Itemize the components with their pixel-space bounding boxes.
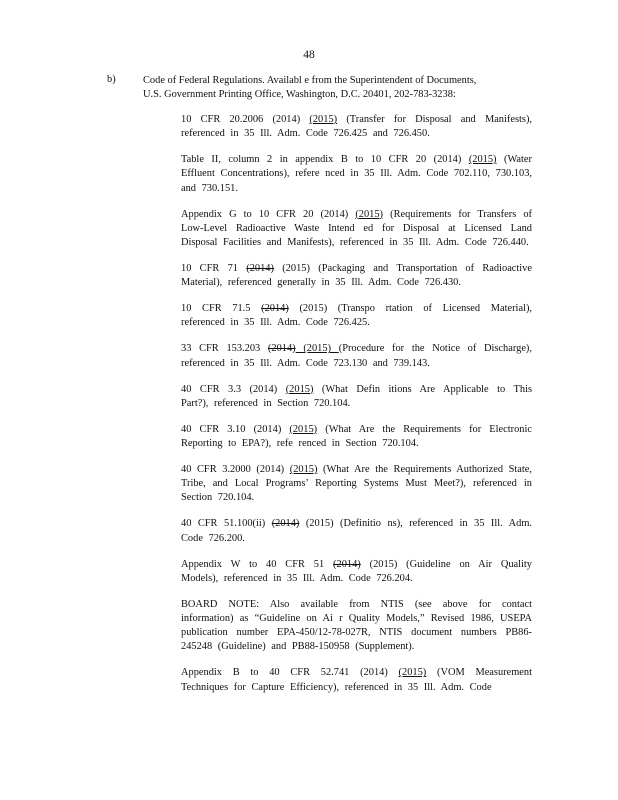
page-number: 48 xyxy=(303,49,315,61)
citation-entry: Appendix B to 40 CFR 52.741 (2014) (2015) (VOM Measurement Techniques for Capture Efficiency), referenced in 35 Ill. Adm. Code xyxy=(181,667,533,693)
added-text: (2015) xyxy=(289,423,318,435)
deleted-text: (2014) xyxy=(333,558,361,570)
citation-entry: 33 CFR 153.203 (2014) (2015) (Procedure for the Notice of Discharge), referenced in 35 Ill. Adm. Code 723.130 and 739.143. xyxy=(181,343,532,369)
section-intro xyxy=(143,74,528,102)
deleted-text: (2014) xyxy=(246,263,274,275)
deleted-text: (2014) xyxy=(271,518,300,530)
citation-entry: 10 CFR 20.2006 (2014) (2015) (Transfer for Disposal and Manifests), referenced in 35 Ill. Adm. Code 726.425 and 726.450. xyxy=(181,114,532,140)
added-text: (2015) xyxy=(355,208,384,220)
citation-list xyxy=(181,113,532,707)
citation-entry: Table II, column 2 in appendix B to 10 CFR 20 (2014) (2015) (Water Effluent Concentrations), refere nced in 35 Ill. Adm. Code 702.110, 730.103, and 730.151. xyxy=(181,154,532,194)
citation-entry: 10 CFR 71.5 (2014) (2015) (Transpo rtation of Licensed Material), referenced in 35 Ill. Adm. Code 726.425. xyxy=(181,303,533,329)
added-text: (2015) xyxy=(295,343,339,355)
intro-line-1: Code of Federal Regulations. Availabl e from the Superintendent of Documents, xyxy=(143,75,477,86)
added-text: (2015) xyxy=(309,114,338,125)
added-text: (2015) xyxy=(468,154,497,166)
deleted-text: (2014) xyxy=(261,303,289,315)
intro-line-2: U.S. Government Printing Office, Washington, D.C. 20401, 202-783-3238: xyxy=(143,89,456,100)
citation-entry: Appendix G to 10 CFR 20 (2014) (2015) (Requirements for Transfers of Low-Level Radioactive Waste Intend ed for Disposal at Licensed Land Disposal Facilities and Manifests), referenced in 35 Ill. Adm. Code 726.440. xyxy=(181,208,532,249)
citation-entry: 40 CFR 3.10 (2014) (2015) (What Are the Requirements for Electronic Reporting to EPA?), refe renced in Section 720.104. xyxy=(181,423,533,450)
citation-entry: Appendix W to 40 CFR 51 (2014) (2015) (Guideline on Air Quality Models), referenced in 35 Ill. Adm. Code 726.204. xyxy=(181,558,532,584)
citation-entry: 40 CFR 3.3 (2014) (2015) (What Defin itions Are Applicable to This Part?), referenced in Section 720.104. xyxy=(181,383,532,409)
added-text: (2015) xyxy=(289,464,318,476)
added-text: (2015) xyxy=(285,383,314,395)
citation-entry: 10 CFR 71 (2014) (2015) (Packaging and Transportation of Radioactive Material), referenced generally in 35 Ill. Adm. Code 726.430. xyxy=(181,263,532,289)
citation-entry: 40 CFR 3.2000 (2014) (2015) (What Are the Requirements Authorized State, Tribe, and Local Programs’ Reporting Systems Must Meet?), referenced in Section 720.104. xyxy=(181,464,532,504)
citation-entry: 40 CFR 51.100(ii) (2014) (2015) (Definitio ns), referenced in 35 Ill. Adm. Code 726.200. xyxy=(181,518,532,544)
deleted-text: (2014) xyxy=(267,343,296,355)
board-note: BOARD NOTE: Also available from NTIS (see above for contact information) as “Guideline on Ai r Quality Models,” Revised 1986, USEPA publication number EPA-450/12-78-027R, NTIS document numbers PB86-245248 (Guideline) and PB88-150958 (Supplement). xyxy=(181,598,532,653)
added-text: (2015) xyxy=(398,667,427,679)
section-label: b) xyxy=(107,74,116,85)
